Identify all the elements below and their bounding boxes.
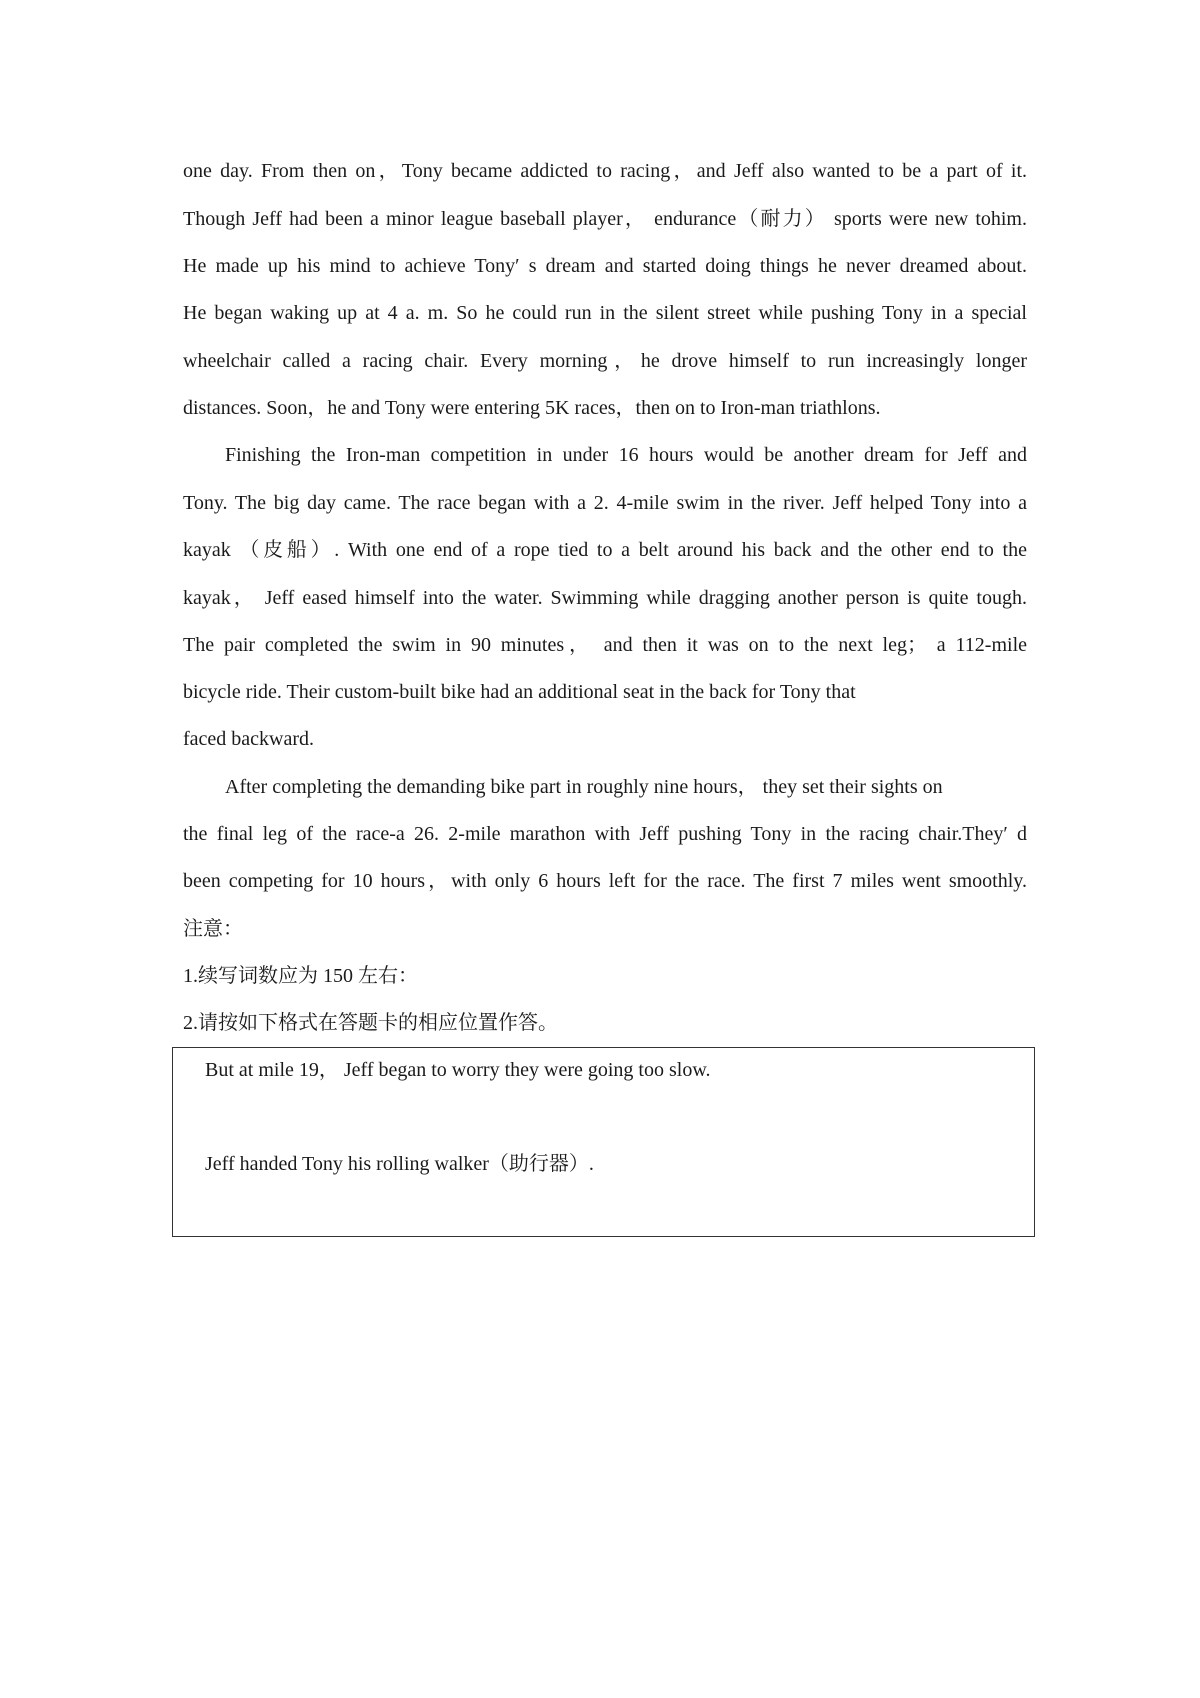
answer-box <box>172 1047 1035 1237</box>
paragraph2-line-4: kayak， Jeff eased himself into the water. Swimming while dragging another person is quite tough. <box>183 587 1027 609</box>
paragraph1-line-3: He made up his mind to achieve Tony′ s dream and started doing things he never dreamed about. <box>183 255 1027 277</box>
paragraph1-line-1: one day. From then on，Tony became addicted to racing，and Jeff also wanted to be a part of it. <box>183 160 1027 182</box>
notes-item-2: 2.请按如下格式在答题卡的相应位置作答。 <box>183 1012 558 1034</box>
paragraph2-line-1: Finishing the Iron-man competition in under 16 hours would be another dream for Jeff and <box>225 444 1027 466</box>
notes-heading: 注意： <box>183 918 243 940</box>
paragraph2-line-5: The pair completed the swim in 90 minutes， and then it was on to the next leg； a 112-mile <box>183 634 1027 656</box>
paragraph1-line-6: distances. Soon，he and Tony were entering 5K races，then on to Iron-man triathlons. <box>183 397 881 419</box>
paragraph1-line-2: Though Jeff had been a minor league baseball player， endurance（耐力） sports were new tohim. <box>183 208 1027 230</box>
paragraph2-line-2: Tony. The big day came. The race began with a 2. 4-mile swim in the river. Jeff helped Tony into a <box>183 492 1027 514</box>
paragraph3-line-2: the final leg of the race-a 26. 2-mile marathon with Jeff pushing Tony in the racing chair.They′ d <box>183 823 1027 845</box>
paragraph3-line-3: been competing for 10 hours，with only 6 hours left for the race. The first 7 miles went smoothly. <box>183 870 1027 892</box>
paragraph2-line-3: kayak （皮船）. With one end of a rope tied to a belt around his back and the other end to the <box>183 539 1027 561</box>
answer-box-line-2: Jeff handed Tony his rolling walker（助行器）. <box>205 1153 594 1175</box>
paragraph2-line-7: faced backward. <box>183 728 315 750</box>
paragraph1-line-5: wheelchair called a racing chair. Every morning，he drove himself to run increasingly longer <box>183 350 1027 372</box>
paragraph3-line-1: After completing the demanding bike part in roughly nine hours， they set their sights on <box>225 776 943 798</box>
paragraph2-line-6: bicycle ride. Their custom-built bike had an additional seat in the back for Tony that <box>183 681 856 703</box>
answer-box-line-1: But at mile 19， Jeff began to worry they were going too slow. <box>205 1059 711 1081</box>
notes-item-1: 1.续写词数应为 150 左右： <box>183 965 418 987</box>
paragraph1-line-4: He began waking up at 4 a. m. So he could run in the silent street while pushing Tony in a special <box>183 302 1027 324</box>
